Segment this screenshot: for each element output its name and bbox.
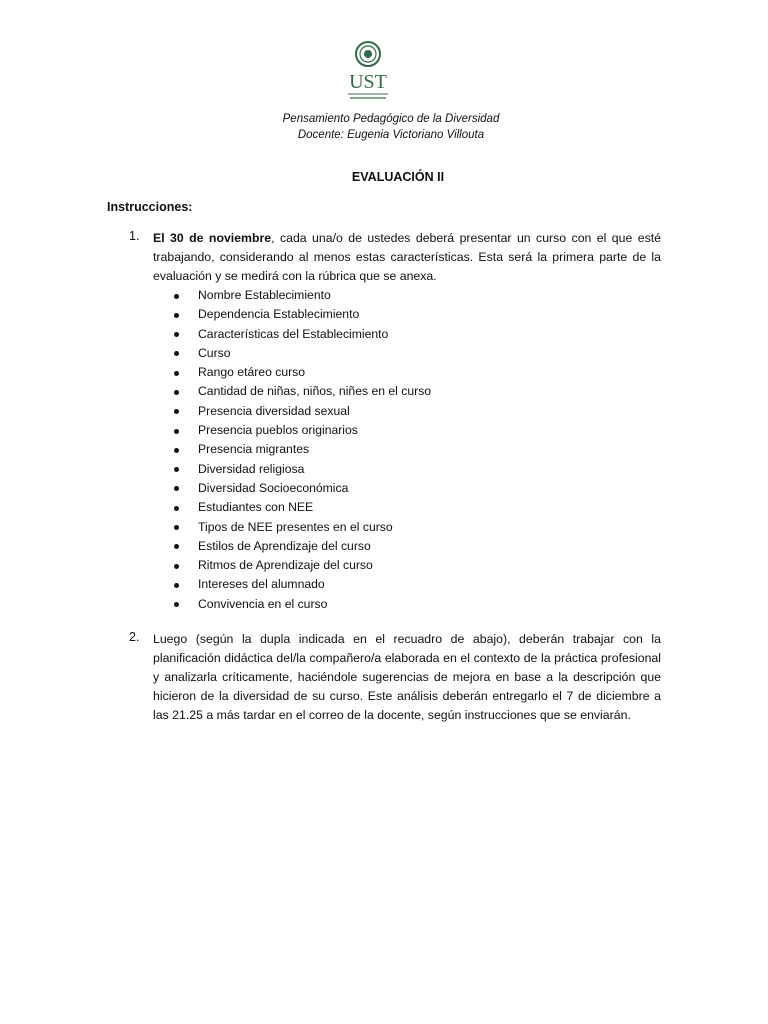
bullet-icon <box>174 486 179 491</box>
list-item <box>172 460 661 479</box>
list-item-label: Características del Establecimiento <box>198 326 389 341</box>
list-item-label: Dependencia Establecimiento <box>198 307 360 322</box>
list-item-label: Presencia migrantes <box>198 442 310 457</box>
bullet-icon <box>174 564 179 569</box>
bullet-icon <box>174 371 179 376</box>
course-header <box>0 111 768 143</box>
item-number: 1. <box>129 229 140 243</box>
instruction-item-2 <box>107 630 661 725</box>
bullet-icon <box>174 544 179 549</box>
list-item <box>172 575 661 594</box>
item-text: Luego (según la dupla indicada en el recuadro de abajo), deberán trabajar con la planificación didáctica del/la compañero/a elaborada en el contexto de la práctica profesional y analizarla críticamente, haciéndole sugerencias de mejora en base a la descripción que hicieron de la diversidad de su curso. Este análisis deberán entregarlo el 7 de diciembre a las 21.25 a más tardar en el correo de la docente, según instrucciones que se enviarán. <box>153 632 661 722</box>
list-item-label: Estilos de Aprendizaje del curso <box>198 538 371 553</box>
list-item-label: Curso <box>198 345 231 360</box>
list-item <box>172 363 661 382</box>
list-item-label: Intereses del alumnado <box>198 577 325 592</box>
course-name: Pensamiento Pedagógico de la Diversidad <box>282 113 500 125</box>
list-item <box>172 421 661 440</box>
item-text <box>153 231 661 283</box>
list-item-label: Convivencia en el curso <box>198 596 328 611</box>
list-item-label: Tipos de NEE presentes en el curso <box>198 519 393 534</box>
instructions-heading: Instrucciones: <box>107 200 193 214</box>
bullet-icon <box>174 583 179 588</box>
bullet-icon <box>174 313 179 318</box>
item-date: El 30 de noviembre <box>153 231 272 245</box>
item-text-rest: , cada una/o de ustedes deberá presentar un curso con el que esté trabajando, considerando al menos estas características. Esta será la primera parte de la evaluación y se medirá con la rúbrica que se anexa. <box>153 231 661 283</box>
list-item-label: Estudiantes con NEE <box>198 500 314 515</box>
instruction-item-1 <box>107 229 661 614</box>
bullet-icon <box>174 525 179 530</box>
list-item <box>172 325 661 344</box>
list-item-label: Cantidad de niñas, niños, niñes en el curso <box>198 384 432 399</box>
list-item <box>172 518 661 537</box>
bullet-icon <box>174 506 179 511</box>
bullet-icon <box>174 390 179 395</box>
list-item <box>172 305 661 324</box>
list-item-label: Diversidad religiosa <box>198 461 305 476</box>
list-item <box>172 440 661 459</box>
list-item <box>172 344 661 363</box>
bullet-icon <box>174 602 179 607</box>
bullet-icon <box>174 448 179 453</box>
list-item <box>172 479 661 498</box>
bullet-icon <box>174 332 179 337</box>
list-item <box>172 382 661 401</box>
bullet-icon <box>174 467 179 472</box>
list-item-label: Diversidad Socioeconómica <box>198 480 349 495</box>
teacher-name: Docente: Eugenia Victoriano Villouta <box>297 129 485 141</box>
list-item <box>172 498 661 517</box>
list-item <box>172 286 661 305</box>
list-item-label: Presencia pueblos originarios <box>198 423 358 438</box>
list-item <box>172 595 661 614</box>
list-item-label: Presencia diversidad sexual <box>198 403 350 418</box>
logo-text: UST <box>349 71 387 93</box>
bullet-icon <box>174 409 179 414</box>
list-item-label: Ritmos de Aprendizaje del curso <box>198 558 373 573</box>
bullet-icon <box>174 294 179 299</box>
list-item-label: Rango etáreo curso <box>198 365 306 380</box>
evaluation-title: EVALUACIÓN II <box>351 170 445 184</box>
ust-logo <box>340 40 396 106</box>
list-item <box>172 556 661 575</box>
bullet-icon <box>174 429 179 434</box>
item-number: 2. <box>129 630 140 644</box>
list-item-label: Nombre Establecimiento <box>198 288 331 302</box>
list-item <box>172 402 661 421</box>
bullet-icon <box>174 351 179 356</box>
list-item <box>172 537 661 556</box>
characteristics-list <box>172 286 661 614</box>
